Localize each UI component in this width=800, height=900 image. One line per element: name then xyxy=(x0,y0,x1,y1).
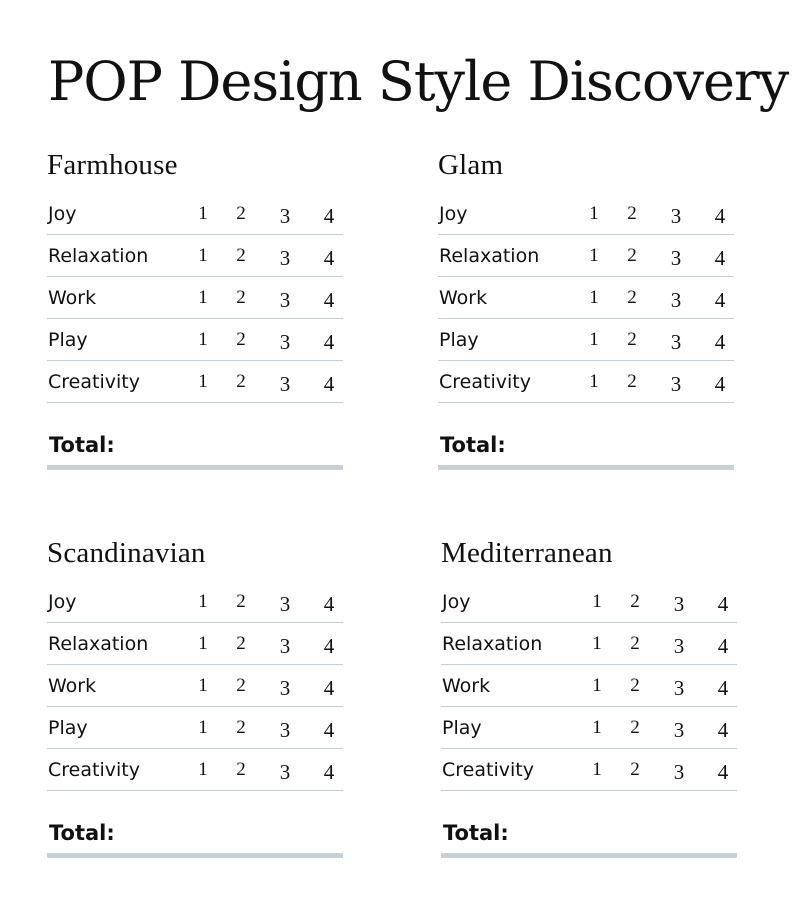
rating-option-1[interactable]: 1 xyxy=(589,370,599,392)
rating-options xyxy=(592,705,730,751)
rating-option-1[interactable]: 1 xyxy=(198,590,208,612)
rating-option-1[interactable]: 1 xyxy=(198,286,208,308)
row-label: Relaxation xyxy=(48,244,149,267)
rating-option-1[interactable]: 1 xyxy=(592,674,602,696)
row-label: Work xyxy=(442,674,491,697)
total-row[interactable] xyxy=(47,425,343,470)
total-row[interactable] xyxy=(47,813,343,858)
rating-option-1[interactable]: 1 xyxy=(198,674,208,696)
row-label: Relaxation xyxy=(439,244,540,267)
section-title: Glam xyxy=(438,149,504,181)
rating-options xyxy=(592,579,730,625)
rating-option-1[interactable]: 1 xyxy=(198,328,208,350)
row-label: Play xyxy=(442,716,482,739)
rating-option-4[interactable]: 4 xyxy=(323,633,335,658)
rating-row-relaxation xyxy=(438,235,734,277)
total-label: Total: xyxy=(49,433,115,457)
rating-option-1[interactable]: 1 xyxy=(198,370,208,392)
section-glam xyxy=(438,147,734,470)
page-title: POP Design Style Discovery xyxy=(48,50,789,113)
rating-option-4[interactable]: 4 xyxy=(323,245,335,270)
rating-options xyxy=(198,191,336,237)
rating-option-4[interactable]: 4 xyxy=(714,203,726,228)
rating-option-1[interactable]: 1 xyxy=(198,244,208,266)
rating-option-3[interactable]: 3 xyxy=(279,203,291,228)
rating-option-2[interactable]: 2 xyxy=(627,328,637,350)
rating-option-3[interactable]: 3 xyxy=(670,203,682,228)
rating-options xyxy=(198,579,336,625)
rating-option-3[interactable]: 3 xyxy=(279,245,291,270)
rating-option-2[interactable]: 2 xyxy=(627,370,637,392)
rating-row-work xyxy=(438,277,734,319)
rating-option-2[interactable]: 2 xyxy=(236,202,246,224)
rating-option-2[interactable]: 2 xyxy=(627,202,637,224)
rating-option-3[interactable]: 3 xyxy=(279,329,291,354)
rating-row-work xyxy=(47,277,343,319)
total-label: Total: xyxy=(440,433,506,457)
rating-option-4[interactable]: 4 xyxy=(323,759,335,784)
section-mediterranean xyxy=(441,535,737,858)
rating-options xyxy=(589,191,727,237)
rating-option-1[interactable]: 1 xyxy=(592,590,602,612)
rating-option-3[interactable]: 3 xyxy=(670,329,682,354)
rating-options xyxy=(589,317,727,363)
row-label: Joy xyxy=(48,202,77,225)
rating-option-2[interactable]: 2 xyxy=(236,758,246,780)
rating-row-relaxation xyxy=(441,623,737,665)
row-label: Relaxation xyxy=(48,632,149,655)
rating-option-2[interactable]: 2 xyxy=(236,244,246,266)
rating-option-1[interactable]: 1 xyxy=(589,244,599,266)
rating-option-2[interactable]: 2 xyxy=(236,370,246,392)
section-title: Mediterranean xyxy=(441,537,613,569)
rating-options xyxy=(589,359,727,405)
rating-row-joy xyxy=(441,581,737,623)
row-label: Play xyxy=(439,328,479,351)
rating-option-1[interactable]: 1 xyxy=(198,716,208,738)
rating-option-3[interactable]: 3 xyxy=(279,675,291,700)
rating-options xyxy=(198,233,336,279)
rating-options xyxy=(198,747,336,793)
rating-option-4[interactable]: 4 xyxy=(717,633,729,658)
rating-row-joy xyxy=(47,581,343,623)
rating-row-play xyxy=(47,319,343,361)
rating-options xyxy=(589,275,727,321)
row-label: Creativity xyxy=(48,758,140,781)
rating-row-work xyxy=(441,665,737,707)
rating-option-3[interactable]: 3 xyxy=(673,717,685,742)
rating-option-2[interactable]: 2 xyxy=(630,632,640,654)
rating-options xyxy=(198,317,336,363)
rating-option-2[interactable]: 2 xyxy=(627,286,637,308)
row-label: Play xyxy=(48,716,88,739)
section-scandinavian xyxy=(47,535,343,858)
rating-option-3[interactable]: 3 xyxy=(673,759,685,784)
section-title: Scandinavian xyxy=(47,537,206,569)
rating-row-relaxation xyxy=(47,235,343,277)
section-farmhouse xyxy=(47,147,343,470)
rating-option-4[interactable]: 4 xyxy=(714,245,726,270)
rating-row-creativity xyxy=(438,361,734,403)
rating-option-4[interactable]: 4 xyxy=(323,287,335,312)
rating-option-4[interactable]: 4 xyxy=(323,591,335,616)
row-label: Creativity xyxy=(48,370,140,393)
rating-option-1[interactable]: 1 xyxy=(589,328,599,350)
rating-option-1[interactable]: 1 xyxy=(592,632,602,654)
rating-list xyxy=(47,581,343,791)
rating-option-4[interactable]: 4 xyxy=(714,329,726,354)
rating-list xyxy=(441,581,737,791)
row-label: Joy xyxy=(442,590,471,613)
row-label: Joy xyxy=(48,590,77,613)
rating-row-play xyxy=(438,319,734,361)
rating-options xyxy=(198,275,336,321)
rating-option-4[interactable]: 4 xyxy=(717,591,729,616)
rating-options xyxy=(592,621,730,667)
rating-option-1[interactable]: 1 xyxy=(198,632,208,654)
row-label: Work xyxy=(48,286,97,309)
row-label: Relaxation xyxy=(442,632,543,655)
rating-option-2[interactable]: 2 xyxy=(236,674,246,696)
rating-list xyxy=(438,193,734,403)
rating-row-relaxation xyxy=(47,623,343,665)
rating-option-3[interactable]: 3 xyxy=(670,287,682,312)
rating-option-3[interactable]: 3 xyxy=(279,717,291,742)
rating-option-3[interactable]: 3 xyxy=(279,591,291,616)
rating-option-3[interactable]: 3 xyxy=(279,759,291,784)
rating-option-2[interactable]: 2 xyxy=(630,590,640,612)
rating-option-3[interactable]: 3 xyxy=(673,675,685,700)
rating-option-4[interactable]: 4 xyxy=(323,371,335,396)
row-label: Play xyxy=(48,328,88,351)
rating-option-1[interactable]: 1 xyxy=(198,202,208,224)
rating-option-4[interactable]: 4 xyxy=(717,717,729,742)
rating-option-4[interactable]: 4 xyxy=(717,675,729,700)
rating-row-play xyxy=(47,707,343,749)
rating-option-3[interactable]: 3 xyxy=(673,591,685,616)
rating-row-play xyxy=(441,707,737,749)
rating-option-2[interactable]: 2 xyxy=(630,674,640,696)
total-row[interactable] xyxy=(441,813,737,858)
total-row[interactable] xyxy=(438,425,734,470)
rating-option-1[interactable]: 1 xyxy=(592,758,602,780)
rating-option-4[interactable]: 4 xyxy=(717,759,729,784)
rating-option-2[interactable]: 2 xyxy=(236,590,246,612)
rating-option-3[interactable]: 3 xyxy=(279,371,291,396)
rating-option-2[interactable]: 2 xyxy=(630,716,640,738)
rating-option-4[interactable]: 4 xyxy=(714,371,726,396)
row-label: Joy xyxy=(439,202,468,225)
row-label: Work xyxy=(48,674,97,697)
rating-options xyxy=(198,621,336,667)
row-label: Work xyxy=(439,286,488,309)
rating-option-2[interactable]: 2 xyxy=(630,758,640,780)
rating-option-3[interactable]: 3 xyxy=(670,245,682,270)
rating-options xyxy=(198,705,336,751)
rating-option-3[interactable]: 3 xyxy=(279,633,291,658)
rating-row-creativity xyxy=(47,749,343,791)
rating-row-joy xyxy=(438,193,734,235)
rating-option-3[interactable]: 3 xyxy=(673,633,685,658)
rating-option-1[interactable]: 1 xyxy=(592,716,602,738)
rating-option-2[interactable]: 2 xyxy=(236,328,246,350)
section-title: Farmhouse xyxy=(47,149,178,181)
rating-options xyxy=(198,359,336,405)
rating-option-4[interactable]: 4 xyxy=(323,675,335,700)
rating-option-2[interactable]: 2 xyxy=(627,244,637,266)
rating-option-1[interactable]: 1 xyxy=(589,202,599,224)
row-label: Creativity xyxy=(439,370,531,393)
row-label: Creativity xyxy=(442,758,534,781)
rating-option-4[interactable]: 4 xyxy=(714,287,726,312)
rating-option-3[interactable]: 3 xyxy=(279,287,291,312)
rating-option-1[interactable]: 1 xyxy=(198,758,208,780)
rating-options xyxy=(592,663,730,709)
rating-row-work xyxy=(47,665,343,707)
rating-option-1[interactable]: 1 xyxy=(589,286,599,308)
rating-option-3[interactable]: 3 xyxy=(670,371,682,396)
rating-option-2[interactable]: 2 xyxy=(236,632,246,654)
rating-options xyxy=(592,747,730,793)
rating-option-4[interactable]: 4 xyxy=(323,717,335,742)
rating-row-creativity xyxy=(47,361,343,403)
rating-option-4[interactable]: 4 xyxy=(323,203,335,228)
rating-option-2[interactable]: 2 xyxy=(236,286,246,308)
rating-option-2[interactable]: 2 xyxy=(236,716,246,738)
rating-options xyxy=(589,233,727,279)
rating-options xyxy=(198,663,336,709)
rating-row-creativity xyxy=(441,749,737,791)
total-label: Total: xyxy=(49,821,115,845)
rating-list xyxy=(47,193,343,403)
rating-option-4[interactable]: 4 xyxy=(323,329,335,354)
rating-row-joy xyxy=(47,193,343,235)
total-label: Total: xyxy=(443,821,509,845)
